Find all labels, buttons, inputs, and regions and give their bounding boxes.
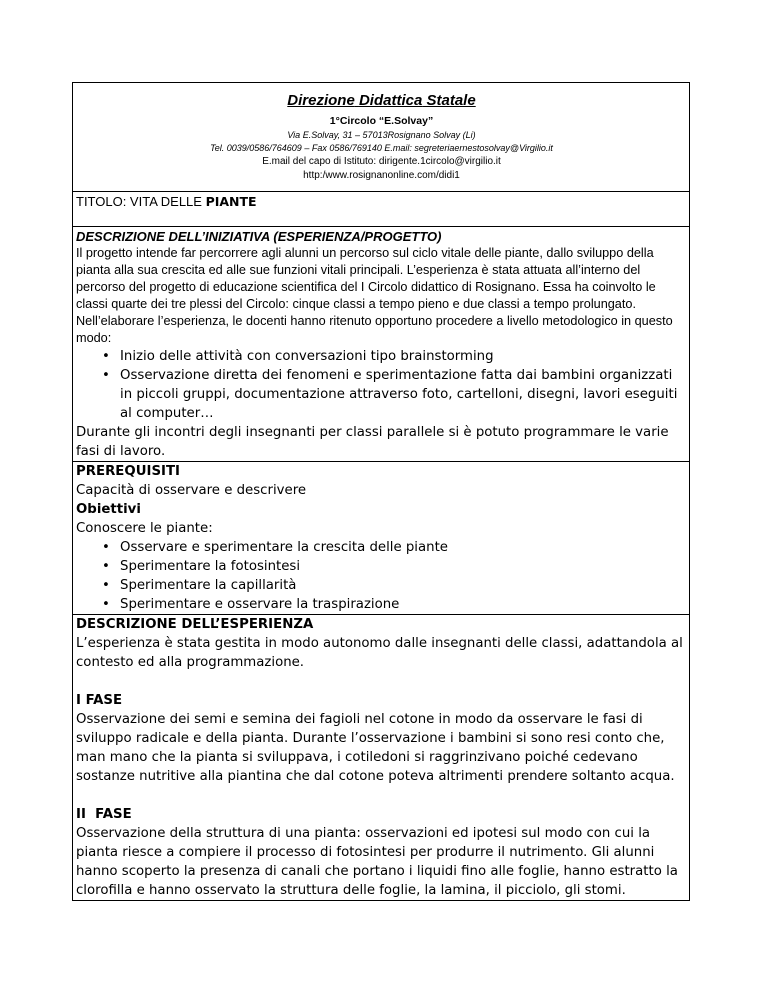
circolo-name: 1°Circolo “E.Solvay” (329, 115, 434, 127)
fase2-heading: II FASE (76, 807, 132, 822)
list-item-text: Osservazione diretta dei fenomeni e sperimentazione fatta dai bambini organizzati in piccoli gruppi, documentazione attraverso foto, cartelloni, disegni, lavori eseguiti al computer… (120, 368, 678, 421)
descrizione-paragraph-1: Il progetto intende far percorrere agli alunni un percorso sul ciclo vitale delle piante, dallo sviluppo della pianta alla sua crescita ed alle sue funzioni vitali principali. L’esperienza è stata attuata all’interno del percorso del progetto di educazione scientifica del I Circolo didattico di Rosignano. Essa ha coinvolto le classi quarte dei tre plessi del Circolo: cinque classi a tempo pieno e due classi a tempo prolungato. (76, 246, 656, 311)
metodologia-list (76, 347, 687, 423)
list-item (102, 576, 687, 595)
document-table (72, 82, 690, 901)
descrizione-paragraph-3: Durante gli incontri degli insegnanti per classi parallele si è potuto programmare le varie fasi di lavoro. (76, 425, 669, 459)
obiettivi-heading: Obiettivi (76, 502, 141, 517)
fase1-heading: I FASE (76, 693, 123, 708)
titolo-cell (73, 192, 690, 227)
address-line: Via E.Solvay, 31 – 57013Rosignano Solvay (Li) (287, 130, 476, 140)
obiettivi-intro: Conoscere le piante: (76, 521, 213, 536)
list-item-text: Osservare e sperimentare la crescita delle piante (120, 540, 448, 555)
fase1-text: Osservazione dei semi e semina dei fagioli nel cotone in modo da osservare le fasi di sviluppo radicale e della pianta. Durante l’osservazione i bambini si sono resi conto che, man mano che la pianta si sviluppava, i cotiledoni si raggrinzivano poiché cedevano sostanze nutritive alla piantina che dal cotone poteva altrimenti prendere soltanto acqua. (76, 712, 675, 784)
prerequisiti-text: Capacità di osservare e descrivere (76, 483, 307, 498)
title-word-1: Direzione (287, 92, 355, 109)
list-item (102, 557, 687, 576)
titolo-label: TITOLO: VITA DELLE (76, 194, 206, 209)
titolo-value: PIANTE (205, 194, 257, 209)
letterhead-title (76, 91, 687, 111)
bullet-icon: • (102, 349, 110, 364)
email-capo-line: E.mail del capo di Istituto: dirigente.1circolo@virgilio.it (262, 156, 501, 167)
descrizione-paragraph-2: Nell’elaborare l’esperienza, le docenti hanno ritenuto opportuno procedere a livello metodologico in questo modo: (76, 314, 673, 345)
esperienza-cell (73, 615, 690, 901)
bullet-icon: • (102, 540, 110, 555)
tel-fax-line: Tel. 0039/0586/764609 – Fax 0586/769140 E.mail: segreteriaernestosolvay@Virgilio.it (210, 143, 553, 153)
letterhead-cell (73, 83, 690, 192)
esperienza-intro: L’esperienza è stata gestita in modo autonomo dalle insegnanti delle classi, adattandola al contesto ed alla programmazione. (76, 636, 683, 670)
title-word-3: Statale (426, 92, 476, 109)
website-line: http:/www.rosignanonline.com/didi1 (303, 170, 460, 181)
list-item (102, 347, 687, 366)
list-item (102, 595, 687, 614)
descrizione-heading: DESCRIZIONE DELL’INIZIATIVA (ESPERIENZA/PROGETTO) (76, 229, 442, 244)
bullet-icon: • (102, 559, 110, 574)
list-item-text: Sperimentare la capillarità (120, 578, 297, 593)
bullet-icon: • (102, 578, 110, 593)
list-item-text: Sperimentare la fotosintesi (120, 559, 301, 574)
list-item-text: Sperimentare e osservare la traspirazione (120, 597, 400, 612)
list-item (102, 366, 687, 423)
prerequisiti-cell (73, 462, 690, 615)
bullet-icon: • (102, 368, 110, 383)
esperienza-heading: DESCRIZIONE DELL’ESPERIENZA (76, 617, 314, 632)
title-word-2: Didattica (358, 92, 423, 109)
bullet-icon: • (102, 597, 110, 612)
list-item (102, 538, 687, 557)
obiettivi-list (76, 538, 687, 614)
descrizione-iniziativa-cell (73, 227, 690, 462)
list-item-text: Inizio delle attività con conversazioni tipo brainstorming (120, 349, 494, 364)
fase2-text: Osservazione della struttura di una pianta: osservazioni ed ipotesi sul modo con cui la pianta riesce a compiere il processo di fotosintesi per produrre il nutrimento. Gli alunni hanno scoperto la presenza di canali che portano i liquidi fino alle foglie, hanno estratto la clorofilla e hanno osservato la struttura delle foglie, la lamina, il picciolo, gli stomi. (76, 826, 678, 898)
prerequisiti-heading: PREREQUISITI (76, 464, 180, 479)
